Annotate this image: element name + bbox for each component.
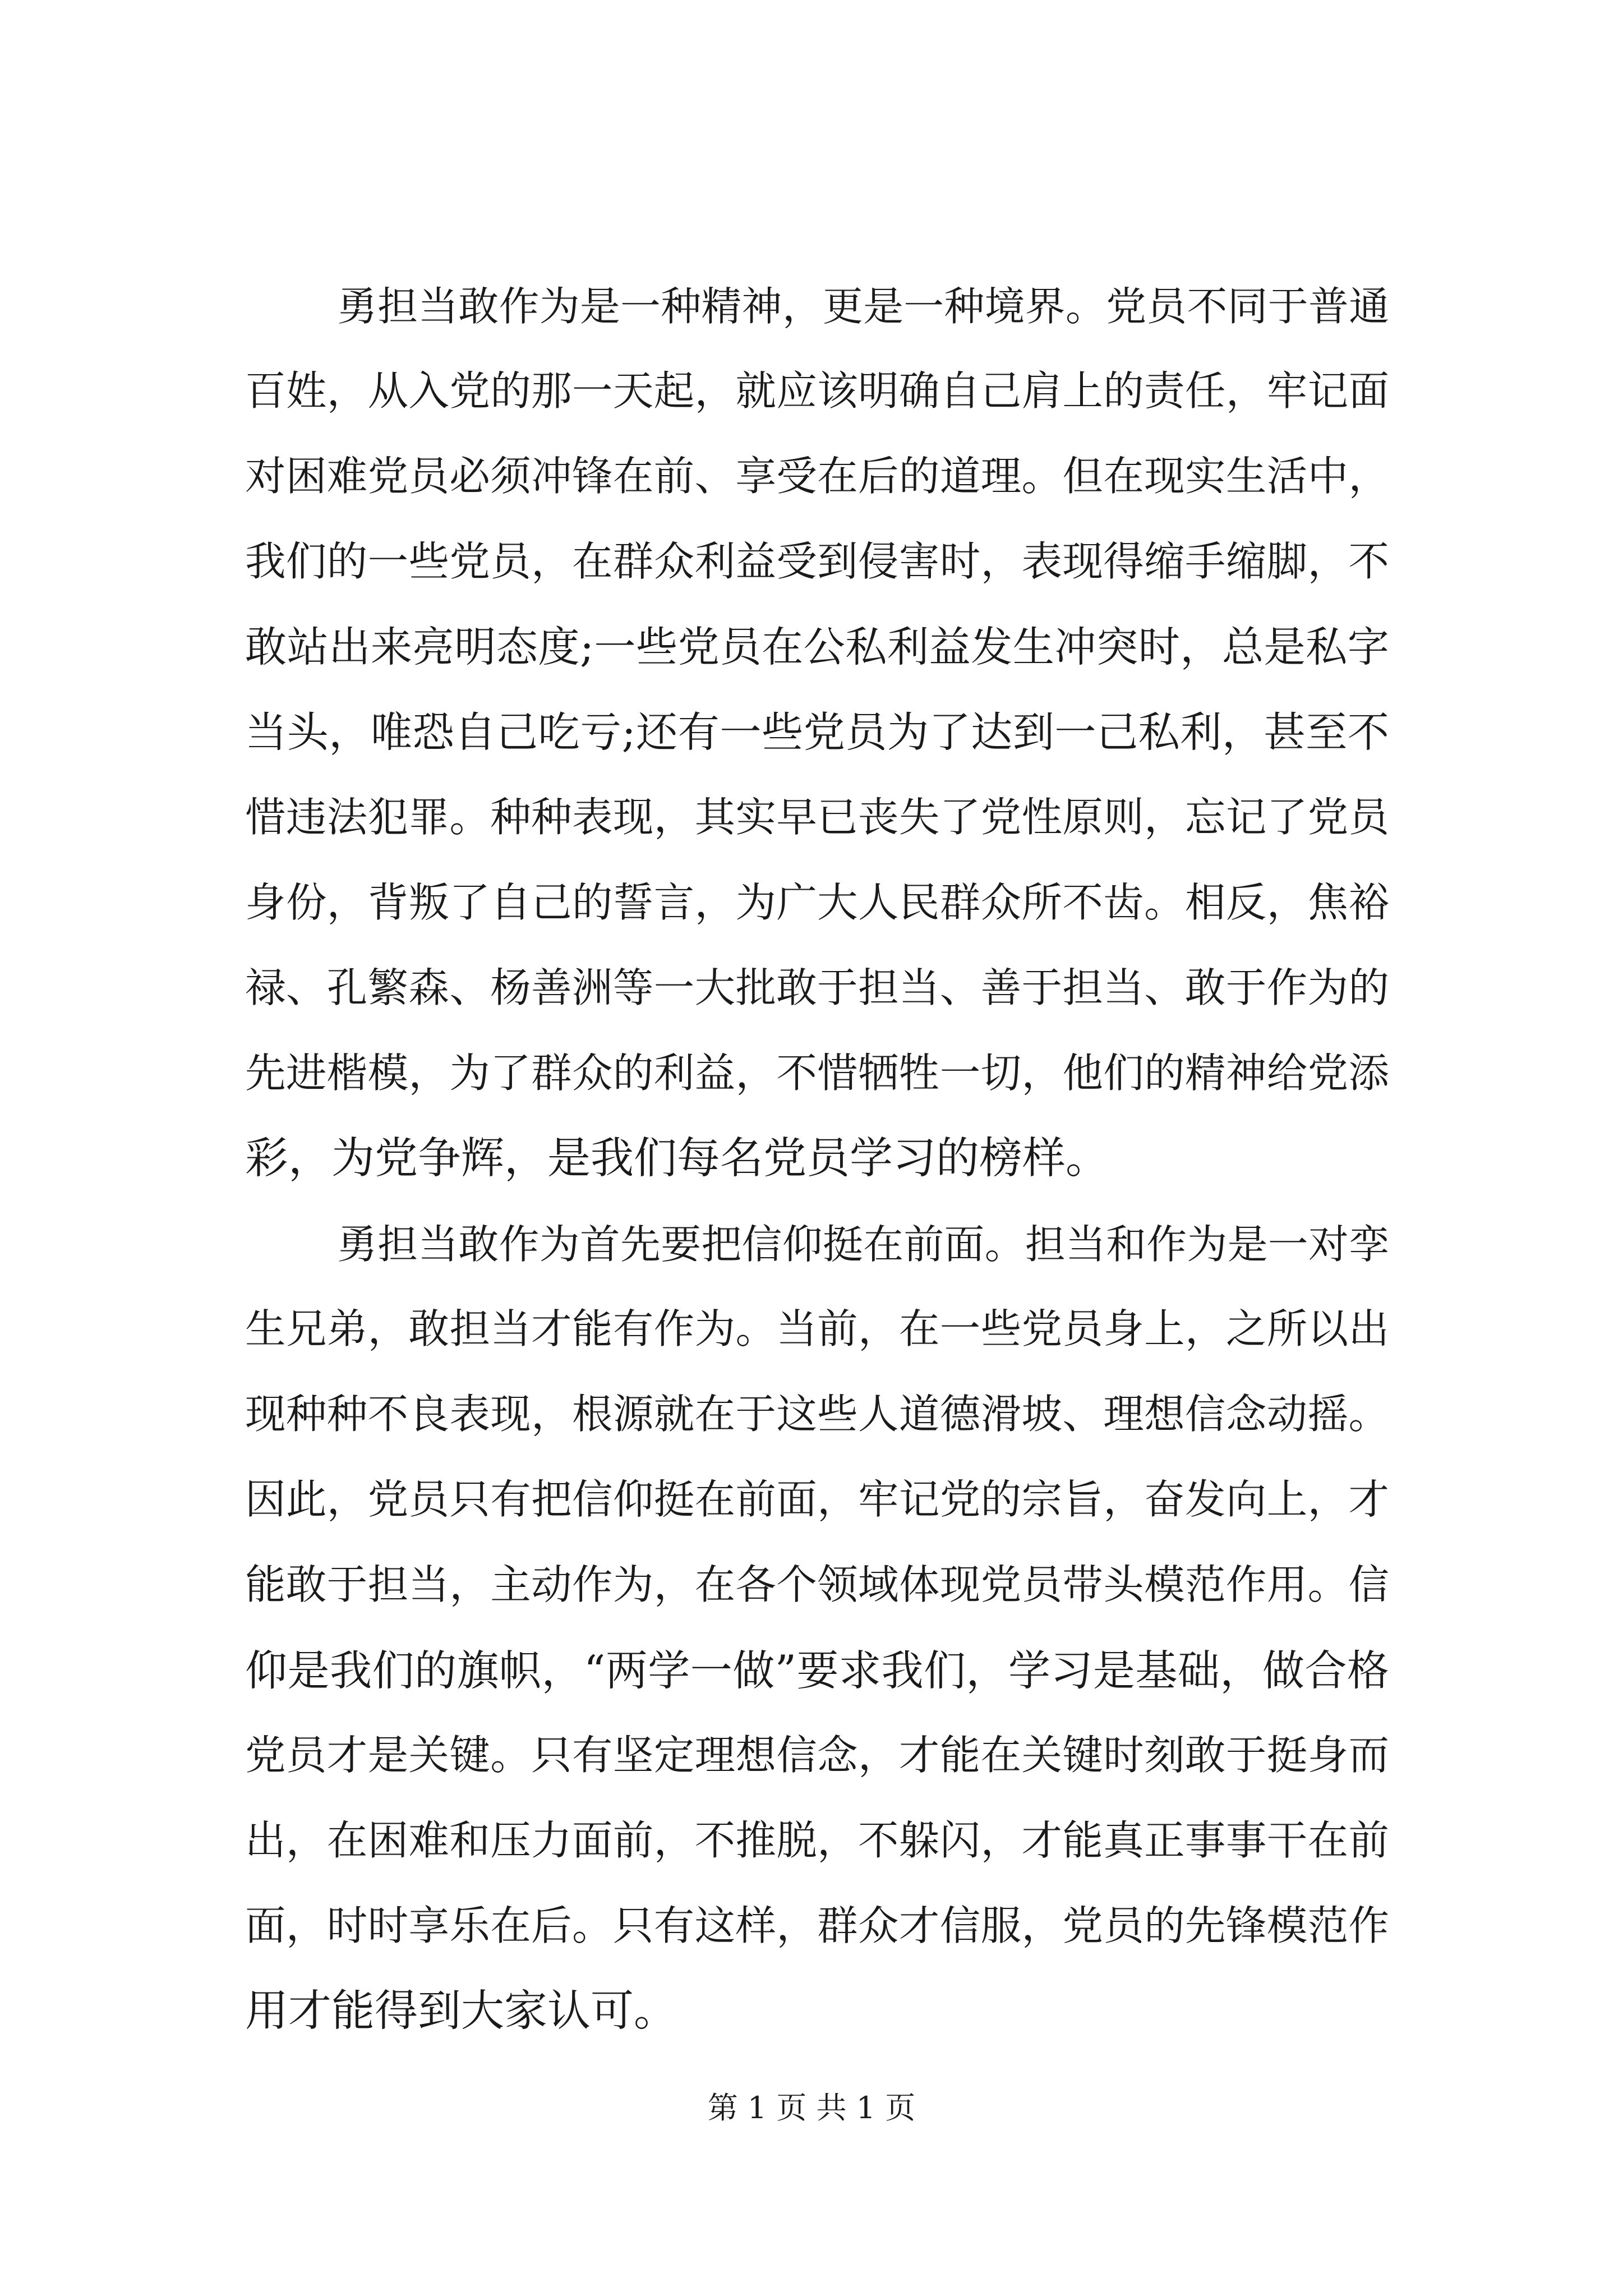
paragraph-1-line: 勇担当敢作为是一种精神，更是一种境界。党员不同于普通 — [337, 283, 1389, 330]
paragraph-1-line: 身份，背叛了自己的誓言，为广大人民群众所不齿。相反，焦裕 — [245, 880, 1389, 927]
paragraph-2-line: 生兄弟，敢担当才能有作为。当前，在一些党员身上，之所以出 — [245, 1306, 1389, 1353]
paragraph-1-line: 对困难党员必须冲锋在前、享受在后的道理。但在现实生活中， — [245, 453, 1389, 500]
page-footer: 第 1 页 共 1 页 — [707, 2090, 916, 2125]
paragraph-1-line: 惜违法犯罪。种种表现，其实早已丧失了党性原则，忘记了党员 — [245, 794, 1389, 841]
paragraph-2-line: 能敢于担当，主动作为，在各个领域体现党员带头模范作用。信 — [245, 1562, 1389, 1609]
paragraph-1-line: 百姓，从入党的那一天起，就应该明确自己肩上的责任，牢记面 — [245, 368, 1389, 415]
paragraph-2-line: 仰是我们的旗帜，“两学一做”要求我们，学习是基础，做合格 — [245, 1646, 1389, 1695]
paragraph-2-line: 面，时时享乐在后。只有这样，群众才信服，党员的先锋模范作 — [245, 1903, 1389, 1950]
paragraph-2-line: 现种种不良表现，根源就在于这些人道德滑坡、理想信念动摇。 — [245, 1391, 1389, 1438]
paragraph-1-line: 我们的一些党员，在群众利益受到侵害时，表现得缩手缩脚，不 — [245, 539, 1389, 586]
paragraph-2-line: 因此，党员只有把信仰挺在前面，牢记党的宗旨，奋发向上，才 — [245, 1476, 1389, 1524]
paragraph-1-line: 敢站出来亮明态度;一些党员在公私利益发生冲突时，总是私字 — [245, 623, 1389, 671]
paragraph-1-line: 先进楷模，为了群众的利益，不惜牺牲一切，他们的精神给党添 — [245, 1050, 1389, 1097]
paragraph-2-line: 用才能得到大家认可。 — [245, 1986, 677, 2036]
paragraph-1-line: 当头，唯恐自己吃亏;还有一些党员为了达到一己私利，甚至不 — [245, 708, 1389, 757]
paragraph-2-line: 出，在困难和压力面前，不推脱，不躲闪，才能真正事事干在前 — [245, 1818, 1389, 1865]
paragraph-2-line: 党员才是关键。只有坚定理想信念，才能在关键时刻敢于挺身而 — [245, 1732, 1389, 1779]
paragraph-2-line: 勇担当敢作为首先要把信仰挺在前面。担当和作为是一对孪 — [337, 1221, 1389, 1268]
paragraph-1-line: 彩，为党争辉，是我们每名党员学习的榜样。 — [245, 1134, 1109, 1184]
paragraph-1-line: 禄、孔繁森、杨善洲等一大批敢于担当、善于担当、敢于作为的 — [245, 965, 1389, 1012]
document-body — [245, 264, 1389, 2054]
